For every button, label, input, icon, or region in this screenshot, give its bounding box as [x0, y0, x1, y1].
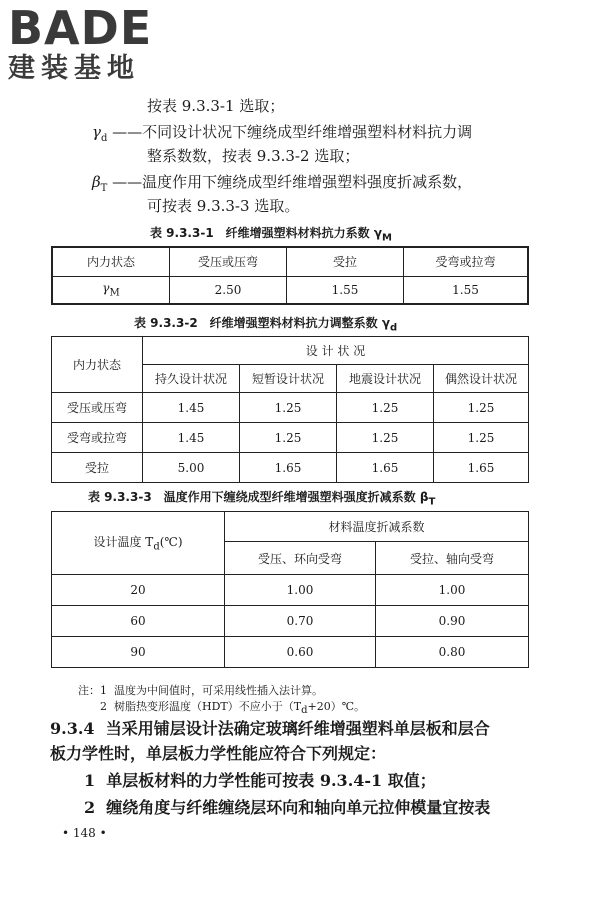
- gamma-d-symbol: γ: [92, 123, 101, 141]
- note-2: [100, 698, 365, 716]
- table2-subheader: 地震设计状况: [337, 365, 434, 393]
- note-prefix: 注：1: [78, 684, 107, 697]
- section-number: 9.3.4: [50, 719, 95, 738]
- table3-caption: [88, 488, 435, 507]
- table2-cell: 5.00: [143, 453, 240, 483]
- table2-cell: 1.25: [337, 393, 434, 423]
- table2-caption-sub: d: [390, 322, 398, 334]
- beta-t-sub: T: [100, 183, 108, 194]
- table1-header-row: [52, 247, 528, 276]
- logo-sub: 建装基地: [8, 53, 140, 84]
- section-item2: [84, 797, 490, 819]
- table3-cell: 0.70: [225, 606, 376, 637]
- table1-header: 内力状态: [52, 247, 170, 276]
- item2-text: 缠绕角度与纤维缠绕层环向和轴向单元拉伸模量宜按表: [106, 798, 491, 817]
- table3-head-left-sub: d: [153, 541, 160, 553]
- table2-cell: 1.45: [143, 423, 240, 453]
- table3-cell: 0.90: [376, 606, 529, 637]
- table1-header: 受压或压弯: [170, 247, 287, 276]
- page-number: • 148 •: [62, 826, 107, 840]
- table2-cell: 1.65: [434, 453, 529, 483]
- table3-head-group: 材料温度折减系数: [225, 512, 529, 542]
- note-1: [78, 682, 323, 698]
- table1-row-label: [52, 276, 170, 304]
- table2-caption: [134, 314, 397, 333]
- table2-header-row: [52, 337, 529, 365]
- table2-row: [52, 453, 529, 483]
- table1: [51, 246, 529, 305]
- item1-number: 1: [84, 771, 96, 790]
- table1-cell: 1.55: [404, 276, 529, 304]
- table3-head-left-text: 设计温度 T: [93, 535, 154, 550]
- beta-t-text1: 温度作用下缠绕成型纤维增强塑料强度折减系数，: [142, 173, 473, 191]
- table3-subheader: 受压、环向受弯: [225, 542, 376, 575]
- section-line2: 板力学性时，单层板力学性能应符合下列规定：: [50, 744, 387, 763]
- table2-row-label: 受压或压弯: [52, 393, 143, 423]
- note-2-text-b: +20）℃。: [307, 700, 366, 713]
- table2-cell: 1.65: [240, 453, 337, 483]
- note-1-text: 温度为中间值时，可采用线性插入法计算。: [114, 684, 323, 697]
- table2-cell: 1.25: [240, 393, 337, 423]
- table1-caption: [150, 224, 392, 243]
- table2-head-left: 内力状态: [52, 337, 143, 393]
- table1-row: [52, 276, 528, 304]
- gamma-d-text1: 不同设计状况下缠绕成型纤维增强塑料材料抗力调: [142, 123, 473, 141]
- logo-main: BADE: [8, 1, 153, 55]
- table3-row-label: 90: [52, 637, 225, 668]
- table3-cell: 0.80: [376, 637, 529, 668]
- table2-cell: 1.65: [337, 453, 434, 483]
- intro-line0: 按表 9.3.3-1 选取；: [147, 97, 285, 115]
- gamma-d-sub: d: [100, 133, 108, 144]
- table2-cell: 1.25: [434, 393, 529, 423]
- table3-row: [52, 575, 529, 606]
- table2-cell: 1.25: [240, 423, 337, 453]
- table3-row-label: 60: [52, 606, 225, 637]
- table3-cell: 1.00: [225, 575, 376, 606]
- table3-head-left-unit: (℃): [159, 535, 183, 550]
- table3-cell: 1.00: [376, 575, 529, 606]
- table3-head-left: [52, 512, 225, 575]
- logo: [8, 1, 178, 86]
- section-line1: [50, 718, 490, 740]
- table2-caption-text: 表 9.3.3-2 纤维增强塑料材料抗力调整系数 γ: [134, 316, 391, 330]
- item1-text: 单层板材料的力学性能可按表 9.3.4-1 取值；: [106, 771, 436, 790]
- note-2-num: 2: [100, 700, 107, 713]
- table2-row: [52, 393, 529, 423]
- table2-subheader: 短暂设计状况: [240, 365, 337, 393]
- section-line1-text: 当采用铺层设计法确定玻璃纤维增强塑料单层板和层合: [105, 719, 490, 738]
- item2-number: 2: [84, 798, 96, 817]
- table2-subheader: 持久设计状况: [143, 365, 240, 393]
- table2-head-group: 设 计 状 况: [143, 337, 529, 365]
- table1-cell: 1.55: [287, 276, 404, 304]
- table1-caption-text: 表 9.3.3-1 纤维增强塑料材料抗力系数 γ: [150, 226, 383, 240]
- table3-row: [52, 606, 529, 637]
- table3-subheader: 受拉、轴向受弯: [376, 542, 529, 575]
- beta-t-dash: ——: [112, 173, 143, 191]
- table2-row-label: 受弯或拉弯: [52, 423, 143, 453]
- section-item1: [84, 770, 436, 792]
- table3-caption-text: 表 9.3.3-3 温度作用下缠绕成型纤维增强塑料强度折减系数 β: [88, 490, 429, 504]
- table2: [51, 336, 529, 483]
- table2-row-label: 受拉: [52, 453, 143, 483]
- table3-row: [52, 637, 529, 668]
- table1-header: 受拉: [287, 247, 404, 276]
- table2-subheader: 偶然设计状况: [434, 365, 529, 393]
- table2-cell: 1.25: [434, 423, 529, 453]
- beta-t-line1: [92, 172, 472, 199]
- beta-t-symbol: β: [92, 173, 101, 191]
- table2-cell: 1.25: [337, 423, 434, 453]
- table1-header: 受弯或拉弯: [404, 247, 529, 276]
- table1-row-label-sub: M: [109, 287, 120, 299]
- table3-header-row: [52, 512, 529, 542]
- table3-row-label: 20: [52, 575, 225, 606]
- beta-t-line2: 可按表 9.3.3-3 选取。: [147, 197, 300, 215]
- note-2-sub: d: [301, 705, 308, 717]
- table1-caption-sub: M: [382, 232, 392, 244]
- gamma-d-dash: ——: [112, 123, 143, 141]
- table3-cell: 0.60: [225, 637, 376, 668]
- gamma-d-line2: 整系数数，按表 9.3.3-2 选取；: [147, 147, 360, 165]
- table2-row: [52, 423, 529, 453]
- table2-cell: 1.45: [143, 393, 240, 423]
- note-2-text-a: 树脂热变形温度（HDT）不应小于（T: [114, 700, 302, 713]
- gamma-d-line1: [92, 122, 472, 149]
- table3: [51, 511, 529, 668]
- table1-row-label-sym: γ: [102, 281, 110, 296]
- table1-cell: 2.50: [170, 276, 287, 304]
- table3-caption-sub: T: [428, 496, 436, 508]
